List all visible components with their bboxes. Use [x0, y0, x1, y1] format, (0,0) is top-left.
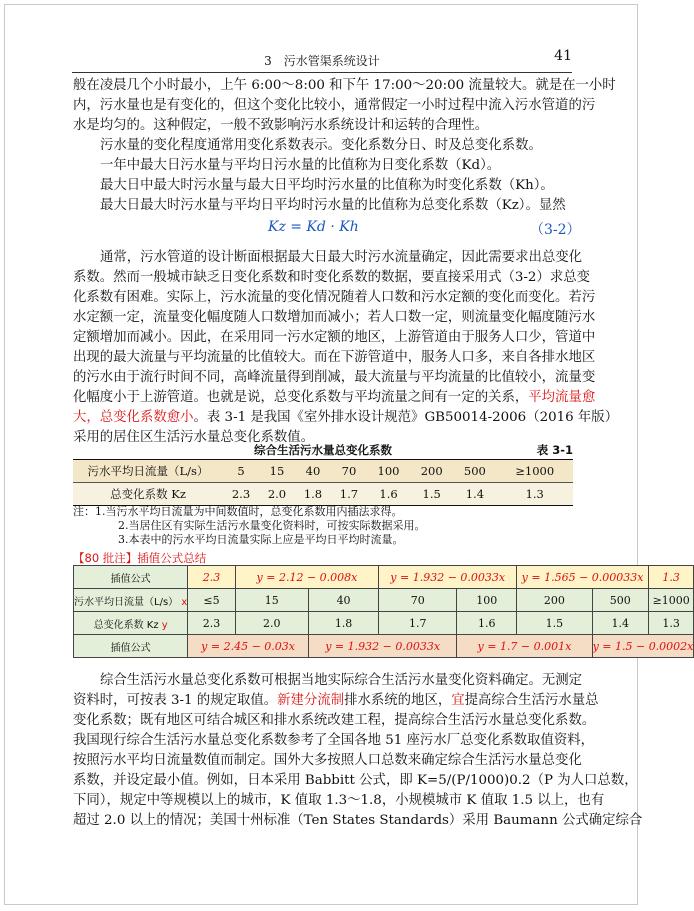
table-cell: 1.7 — [379, 612, 457, 635]
table-cell: 2.0 — [235, 612, 308, 635]
table-cell: 2.0 — [259, 483, 295, 506]
text-line: 水是均匀的。这种假定，一般不致影响污水系统设计和运转的合理性。 — [73, 118, 489, 133]
table-cell: 15 — [235, 589, 308, 612]
table-row — [74, 635, 694, 658]
table-cell: y = 1.932 − 0.0033x — [308, 635, 456, 658]
table-cell: 200 — [410, 460, 453, 483]
table-cell: 40 — [295, 460, 331, 483]
table-cell: 1.3 — [648, 612, 693, 635]
table-row — [73, 483, 573, 506]
note-2: 2.当居住区有实际生活污水量变化资料时，可按实际数据采用。 — [118, 519, 426, 532]
text-line: 按照污水平均日流量数值而制定。国外大多按照人口总数来确定综合生活污水量总变化 — [73, 753, 582, 768]
table-cell: 1.6 — [457, 612, 517, 635]
table-cell: 1.3 — [496, 483, 573, 506]
table-cell: 5 — [223, 460, 259, 483]
table-cell: 1.6 — [367, 483, 410, 506]
text-line: 最大日最大时污水量与平均日平均时污水量的比值称为总变化系数（Kz）。显然 — [100, 198, 566, 213]
variable-y: y — [161, 619, 168, 631]
table-cell: ≥1000 — [648, 589, 693, 612]
highlight-red: 平均流量愈 — [528, 390, 596, 405]
text-line: 一年中最大日污水量与平均日污水量的比值称为日变化系数（Kd）。 — [100, 158, 501, 173]
text-span: 化幅度小于上游管道。也就是说，总变化系数与平均流量之间有一定的关系， — [73, 390, 529, 405]
text-line: 定额增加而减小。因此，在采用同一污水定额的地区，上游管道由于服务人口少，管道中 — [73, 330, 596, 345]
table-cell: y = 1.932 − 0.0033x — [379, 566, 517, 589]
table-cell: 1.8 — [308, 612, 378, 635]
text-line: 我国现行综合生活污水量总变化系数参考了全国各地 51 座污水厂总变化系数取值资料， — [73, 733, 595, 748]
table-row — [74, 566, 694, 589]
row-label — [74, 589, 188, 612]
variable-x: x — [181, 596, 188, 608]
table-row — [73, 460, 573, 483]
text-line — [73, 388, 596, 408]
highlight-red: 新建分流制 — [277, 693, 345, 708]
text-line: 的污水由于流行时间不同，高峰流量得到削减，最大流量与平均流量的比值较小，流量变 — [73, 370, 596, 385]
table-cell: ≤5 — [188, 589, 235, 612]
text-line: 最大日中最大时污水量与最大日平均时污水量的比值称为时变化系数（Kh）。 — [100, 178, 554, 193]
table-cell: 100 — [457, 589, 517, 612]
text-line: 出现的最大流量与平均流量的比值较大。而在下游管道中，服务人口多，来自各排水地区 — [73, 350, 596, 365]
table-cell: 15 — [259, 460, 295, 483]
text-span: 提高综合生活污水量总 — [464, 693, 599, 708]
table-row — [74, 612, 694, 635]
running-header — [72, 50, 572, 73]
text-line: 变化系数；既有地区可结合城区和排水系统改建工程，提高综合生活污水量总变化系数。 — [73, 713, 596, 728]
table-cell: 1.3 — [648, 566, 693, 589]
text-line: 般在凌晨几个小时最小，上午 6:00～8:00 和下午 17:00～20:00 流量较大。就是在一小时 — [73, 78, 616, 93]
table-notes — [73, 505, 573, 547]
table-row — [74, 589, 694, 612]
text-span: 排水系统的地区， — [344, 693, 452, 708]
table-number: 表 3-1 — [536, 443, 573, 457]
text-line: 系数。然而一般城市缺乏日变化系数和时变化系数的数据，要直接采用式（3-2）求总变 — [73, 270, 591, 285]
row-label: 插值公式 — [74, 635, 188, 658]
text-line: 综合生活污水量总变化系数可根据当地实际综合生活污水量变化资料确定。无测定 — [100, 673, 583, 688]
equation-3-2 — [0, 217, 644, 241]
table-cell: 2.3 — [188, 612, 235, 635]
text-line: 化系数有困难。实际上，污水流量的变化情况随着人口数和污水定额的变化而变化。若污 — [73, 290, 596, 305]
text-line: 通常，污水管道的设计断面根据最大日最大时污水流量确定，因此需要求出总变化 — [100, 250, 583, 265]
highlight-red: 大，总变化系数愈小 — [73, 410, 194, 425]
table-cell: y = 2.12 − 0.008x — [235, 566, 379, 589]
label-text: 总变化系数 Kz — [93, 619, 159, 631]
paragraph-2 — [73, 136, 573, 216]
row-label: 污水平均日流量（L/s） — [73, 460, 223, 483]
annotation-caption: 【80 批注】插值公式总结 — [73, 551, 207, 565]
table-cell: 500 — [453, 460, 496, 483]
table-cell: y = 1.7 − 0.001x — [457, 635, 592, 658]
highlight-red: 宜 — [451, 693, 465, 708]
row-label: 插值公式 — [74, 566, 188, 589]
text-line: 下同），规定中等规模以上的城市，K 值取 1.3～1.8，小规模城市 K 值取 1.5 以上，也有 — [73, 793, 605, 808]
text-line — [73, 408, 619, 428]
chapter-title: 3 污水管渠系统设计 — [264, 54, 380, 68]
text-line: 采用的居住区生活污水量总变化系数值。 — [73, 430, 315, 445]
equation-number: （3-2） — [530, 222, 581, 238]
table-cell: y = 1.5 − 0.0002x — [592, 635, 694, 658]
table-cell: y = 1.565 − 0.00033x — [517, 566, 649, 589]
table-cell: 1.7 — [331, 483, 367, 506]
table-cell: 1.4 — [592, 612, 648, 635]
page-number: 41 — [554, 48, 572, 64]
table-title: 综合生活污水量总变化系数 — [254, 443, 392, 457]
row-label: 总变化系数 Kz — [73, 483, 223, 506]
table-cell: 1.5 — [410, 483, 453, 506]
text-line — [73, 691, 599, 711]
paragraph-4 — [73, 671, 643, 831]
table-cell: 1.8 — [295, 483, 331, 506]
table-cell: 2.3 — [188, 566, 235, 589]
table-cell: 70 — [379, 589, 457, 612]
paragraph-3 — [73, 248, 619, 448]
equation-expression: Kz = Kd · Kh — [268, 219, 359, 235]
table-cell: 1.5 — [517, 612, 592, 635]
note-1: 注：1.当污水平均日流量为中间数值时，总变化系数用内插法求得。 — [73, 505, 403, 518]
row-label — [74, 612, 188, 635]
table-cell: 100 — [367, 460, 410, 483]
text-line: 污水量的变化程度通常用变化系数表示。变化系数分日、时及总变化系数。 — [100, 138, 542, 153]
table-cell: 200 — [517, 589, 592, 612]
paragraph-1 — [73, 76, 616, 136]
table-cell: 500 — [592, 589, 648, 612]
text-span: 。表 3-1 是我国《室外排水设计规范》GB50014-2006（2016 年版） — [193, 410, 619, 425]
table-cell: y = 2.45 − 0.03x — [188, 635, 309, 658]
text-line: 内，污水量也是有变化的，但这个变化比较小，通常假定一小时过程中流入污水管道的污 — [73, 98, 596, 113]
text-span: 资料时，可按表 3-1 的规定取值。 — [73, 693, 278, 708]
text-line: 水定额一定，流量变化幅度随人口数增加而减小；若人口数一定，则流量变化幅度随污水 — [73, 310, 596, 325]
note-3: 3.本表中的污水平均日流量实际上应是平均日平均时流量。 — [118, 533, 404, 546]
interpolation-table — [73, 565, 694, 658]
table-cell: 1.4 — [453, 483, 496, 506]
text-line: 超过 2.0 以上的情况；美国十州标准（Ten States Standards）采用 Baumann 公式确定综合 — [73, 813, 643, 828]
table-cell: 70 — [331, 460, 367, 483]
table-cell: 40 — [308, 589, 378, 612]
table-3-1 — [73, 459, 573, 506]
text-line: 系数，并设定最小值。例如，日本采用 Babbitt 公式，即 K=5/(P/1000)0.2（P 为人口总数， — [73, 773, 638, 788]
table-cell: 2.3 — [223, 483, 259, 506]
label-text: 污水平均日流量（L/s） — [74, 596, 179, 608]
table-cell: ≥1000 — [496, 460, 573, 483]
